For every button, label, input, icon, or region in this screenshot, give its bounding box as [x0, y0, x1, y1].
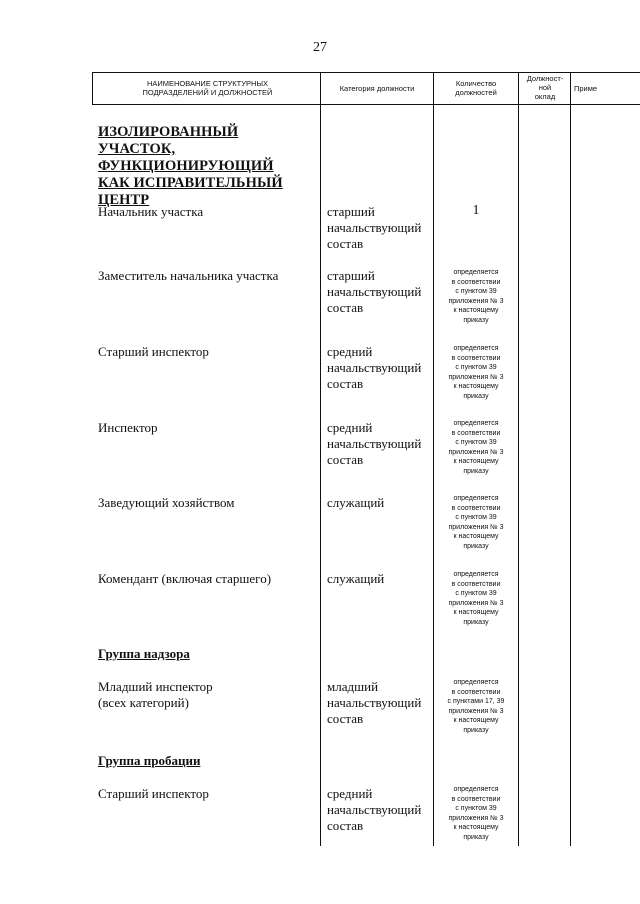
note-line: приказу — [463, 618, 489, 626]
note-line: в соответствии — [451, 688, 501, 696]
note-line: в соответствии — [451, 795, 501, 803]
header-col-name-line2: ПОДРАЗДЕЛЕНИЙ И ДОЛЖНОСТЕЙ — [142, 88, 273, 97]
note-line: с пунктами 17, 39 — [447, 698, 505, 705]
note-line: приказу — [463, 392, 489, 400]
position-category — [327, 268, 432, 316]
note-line: в соответствии — [451, 580, 501, 588]
position-category — [327, 344, 432, 392]
category-line: начальствующий — [327, 220, 422, 235]
group-title: Группа пробации — [98, 753, 201, 768]
note-line: приложения № 3 — [448, 448, 504, 456]
note-line: приложения № 3 — [448, 373, 504, 381]
note-line: определяется — [453, 679, 499, 686]
note-line: определяется — [453, 345, 499, 352]
section-title-line2: ФУНКЦИОНИРУЮЩИЙ — [98, 158, 274, 174]
note-line: определяется — [453, 571, 499, 578]
category-line: начальствующий — [327, 436, 422, 451]
count-note — [435, 344, 517, 401]
position-category — [327, 679, 432, 727]
section-title-line4: ЦЕНТР — [98, 192, 150, 208]
header-col-name-line1: НАИМЕНОВАНИЕ СТРУКТУРНЫХ — [146, 79, 269, 88]
category-line: состав — [327, 452, 364, 467]
header-top-border — [92, 72, 640, 73]
note-line: к настоящему — [453, 458, 499, 465]
header-bottom-border — [92, 104, 640, 105]
position-category — [327, 786, 432, 834]
position-name — [98, 679, 316, 711]
note-line: определяется — [453, 495, 499, 502]
category-line: начальствующий — [327, 360, 422, 375]
category-line: начальствующий — [327, 284, 422, 299]
note-line: приложения № 3 — [448, 814, 504, 822]
position-name: Заведующий хозяйством — [98, 495, 235, 510]
category-line: начальствующий — [327, 695, 422, 710]
note-line: к настоящему — [453, 533, 499, 540]
note-line: приказу — [463, 542, 489, 550]
count-note — [435, 570, 517, 627]
header-col-name — [100, 79, 315, 97]
note-line: определяется — [453, 269, 499, 276]
count-note — [435, 268, 517, 325]
header-col-note: Приме — [574, 84, 598, 93]
section-title — [98, 124, 318, 209]
note-line: в соответствии — [451, 429, 501, 437]
note-line: приложения № 3 — [448, 523, 504, 531]
note-line: к настоящему — [453, 717, 499, 724]
note-line: определяется — [453, 420, 499, 427]
count-note — [435, 419, 517, 476]
position-name: Комендант (включая старшего) — [98, 571, 272, 586]
note-line: приказу — [463, 726, 489, 734]
note-line: к настоящему — [453, 307, 499, 314]
header-col-salary-line3: оклад — [534, 92, 556, 101]
position-category — [327, 420, 432, 468]
column-divider-1 — [320, 72, 321, 846]
group-title: Группа надзора — [98, 646, 190, 661]
count-note — [435, 494, 517, 551]
position-name: Начальник участка — [98, 204, 204, 219]
note-line: приказу — [463, 316, 489, 324]
position-name: Старший инспектор — [98, 786, 209, 801]
count-note — [435, 785, 517, 842]
note-line: с пунктом 39 — [455, 514, 497, 521]
note-line: с пунктом 39 — [455, 364, 497, 371]
category-line: служащий — [327, 495, 385, 510]
note-line: приказу — [463, 833, 489, 841]
header-left-border — [92, 72, 93, 105]
note-line: приложения № 3 — [448, 707, 504, 715]
note-line: к настоящему — [453, 824, 499, 831]
position-name: Инспектор — [98, 420, 158, 435]
position-name: Заместитель начальника участка — [98, 268, 279, 283]
count-note — [435, 678, 517, 735]
page-number: 27 — [313, 40, 327, 55]
note-line: к настоящему — [453, 609, 499, 616]
note-line: с пунктом 39 — [455, 805, 497, 812]
category-line: средний — [327, 786, 373, 801]
position-count: 1 — [472, 203, 480, 218]
note-line: к настоящему — [453, 383, 499, 390]
note-line: приложения № 3 — [448, 297, 504, 305]
category-line: старший — [327, 268, 375, 283]
note-line: с пунктом 39 — [455, 288, 497, 295]
note-line: приложения № 3 — [448, 599, 504, 607]
category-line: служащий — [327, 571, 385, 586]
category-line: состав — [327, 376, 364, 391]
category-line: состав — [327, 236, 364, 251]
position-category — [327, 571, 432, 587]
header-col-count-line2: должностей — [455, 88, 497, 97]
name-line: (всех категорий) — [98, 695, 189, 710]
column-divider-4 — [570, 72, 571, 846]
note-line: в соответствии — [451, 504, 501, 512]
section-title-line3: КАК ИСПРАВИТЕЛЬНЫЙ — [98, 175, 283, 191]
note-line: в соответствии — [451, 278, 501, 286]
category-line: начальствующий — [327, 802, 422, 817]
category-line: средний — [327, 420, 373, 435]
name-line: Младший инспектор — [98, 679, 213, 694]
category-line: средний — [327, 344, 373, 359]
position-name: Старший инспектор — [98, 344, 209, 359]
header-col-count — [435, 79, 517, 97]
note-line: с пунктом 39 — [455, 439, 497, 446]
header-col-category: Категория должности — [339, 84, 415, 93]
position-category — [327, 495, 432, 511]
header-col-salary-line2: ной — [538, 83, 552, 92]
header-col-salary — [520, 74, 570, 101]
category-line: младший — [327, 679, 379, 694]
note-line: с пунктом 39 — [455, 590, 497, 597]
section-title-line1: ИЗОЛИРОВАННЫЙ УЧАСТОК, — [98, 124, 239, 157]
note-line: приказу — [463, 467, 489, 475]
position-category — [327, 204, 432, 252]
category-line: состав — [327, 300, 364, 315]
column-divider-2 — [433, 72, 434, 846]
note-line: определяется — [453, 786, 499, 793]
category-line: состав — [327, 711, 364, 726]
column-divider-3 — [518, 72, 519, 846]
header-col-count-line1: Количество — [455, 79, 497, 88]
category-line: состав — [327, 818, 364, 833]
note-line: в соответствии — [451, 354, 501, 362]
category-line: старший — [327, 204, 375, 219]
header-col-salary-line1: Должност- — [526, 74, 564, 83]
